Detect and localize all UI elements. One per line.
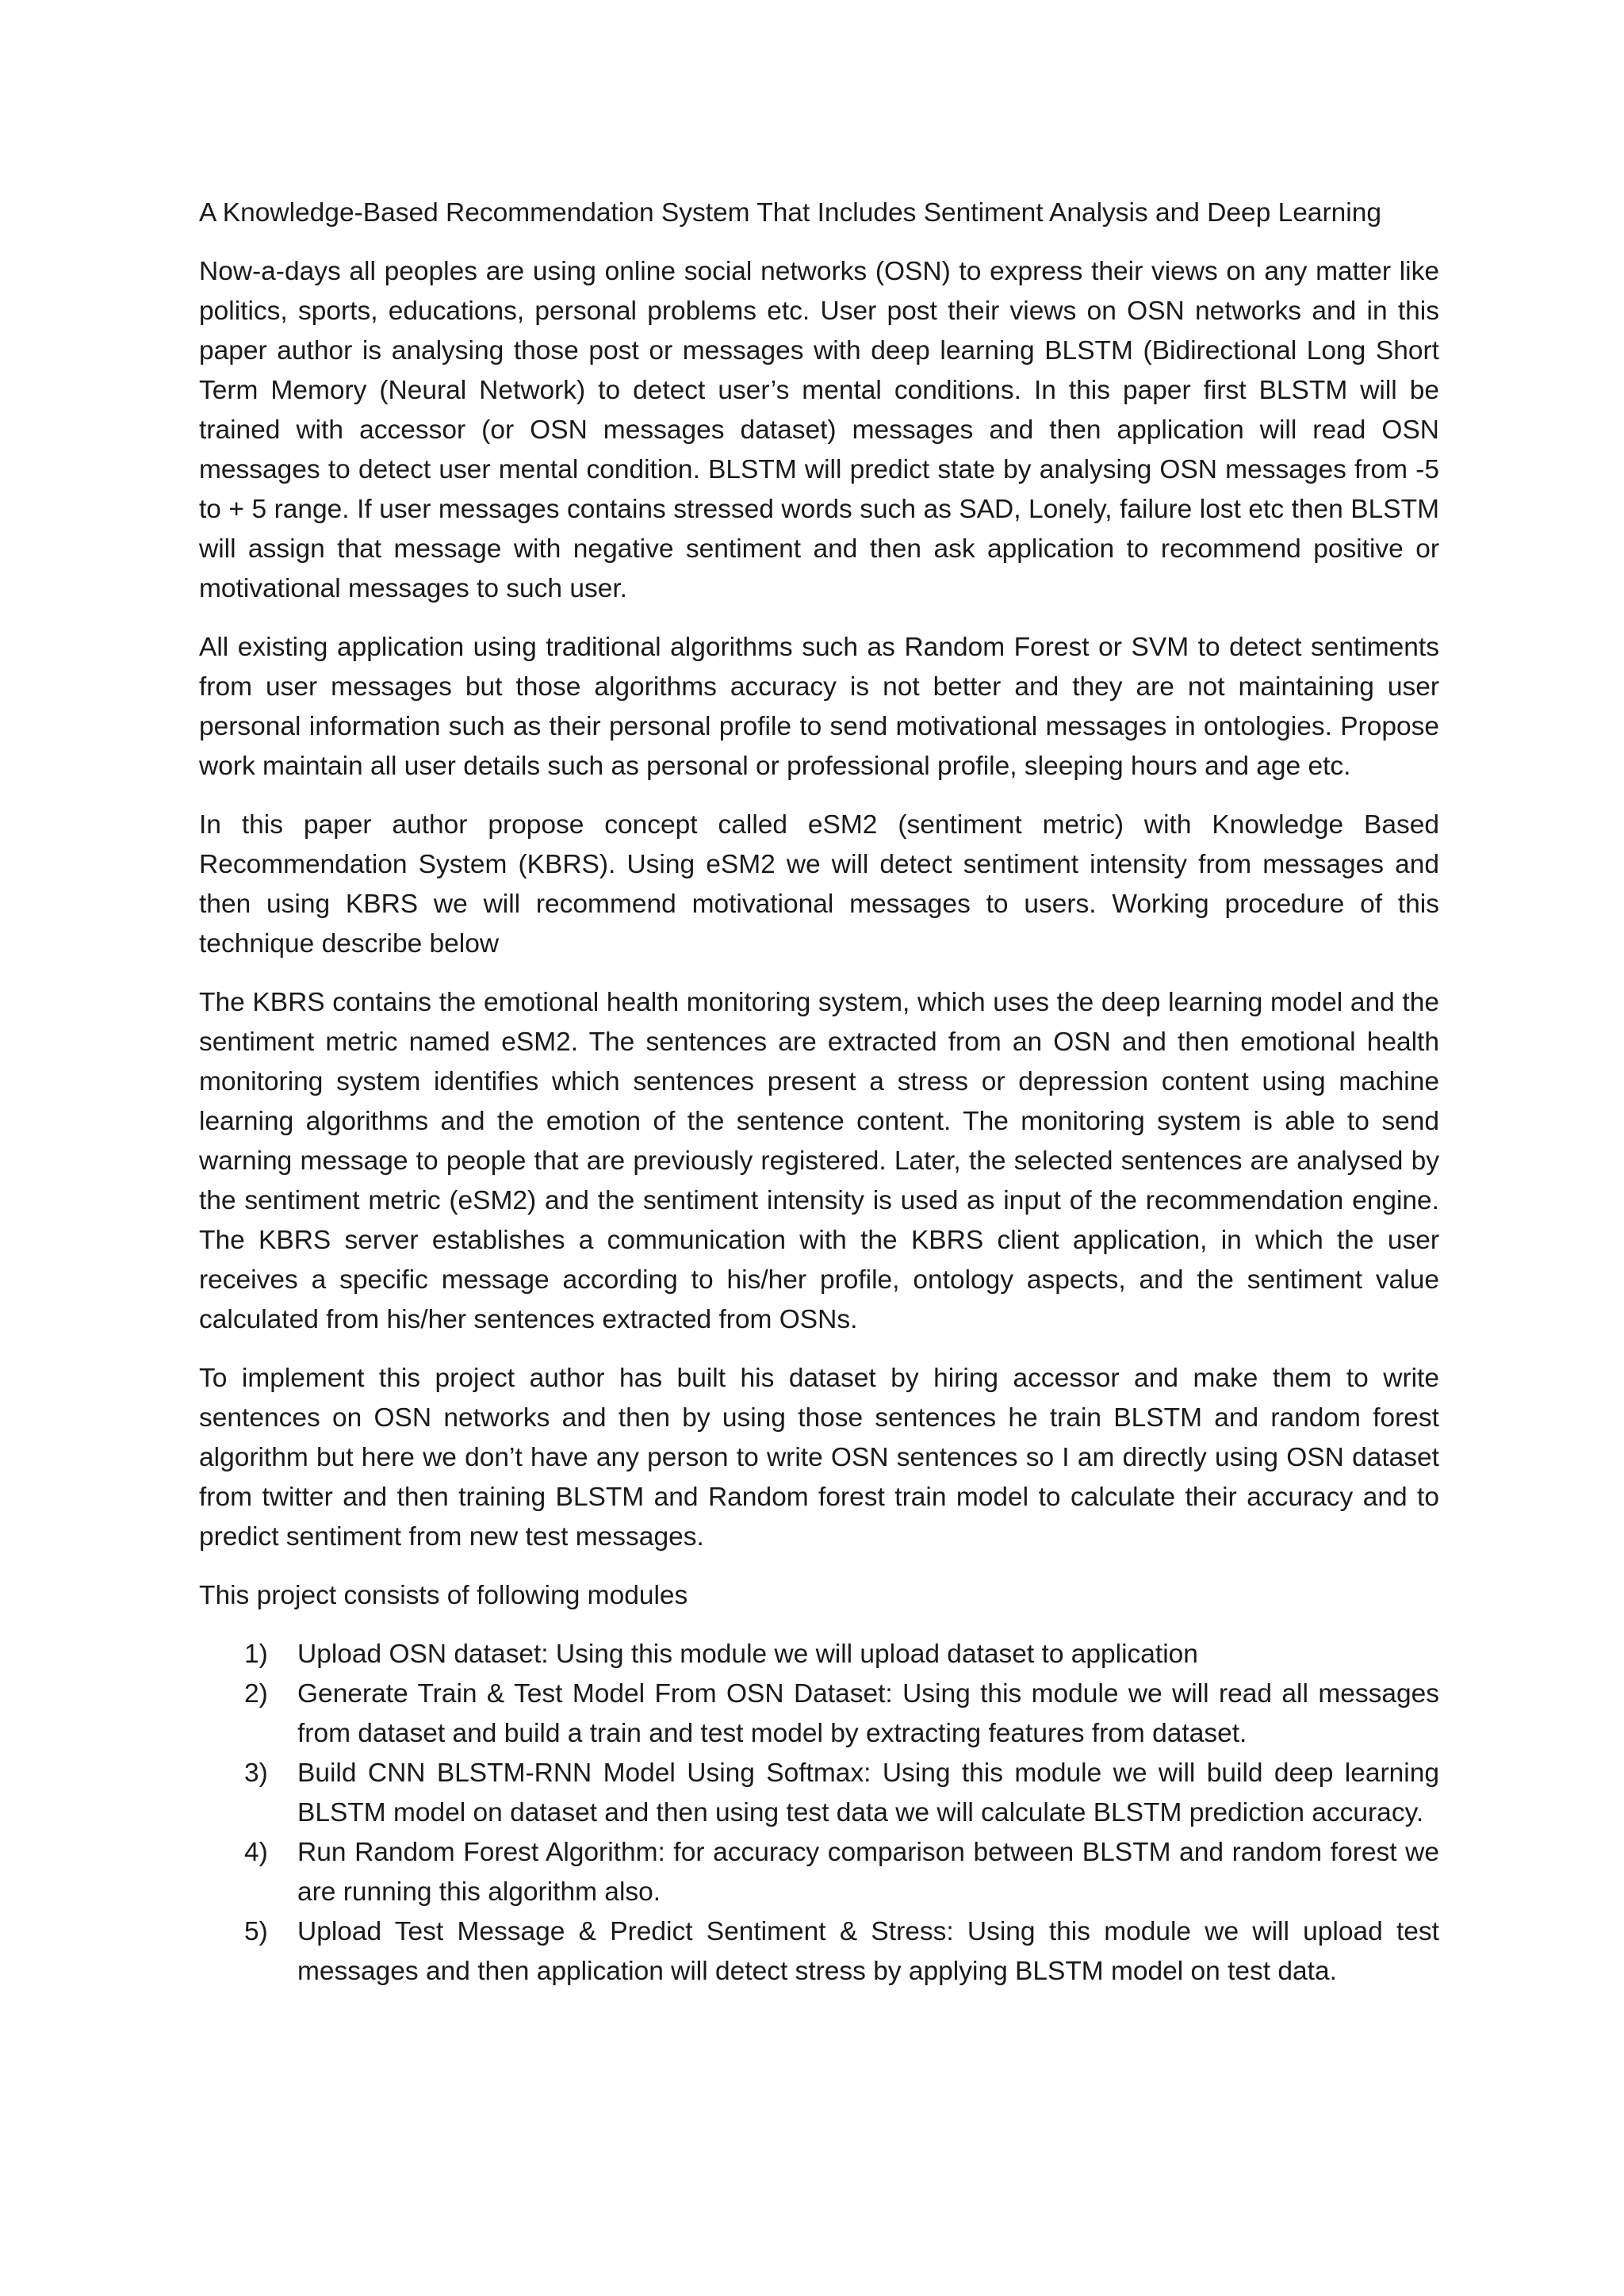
kbrs-description-paragraph: The KBRS contains the emotional health monitoring system, which uses the deep learning model and the sentiment metric named eSM2. The sentences are extracted from an OSN and then emotional health monitoring system identifies which sentences present a stress or depression content using machine learning algorithms and the emotion of the sentence content. The monitoring system is able to send warning message to people that are previously registered. Later, the selected sentences are analysed by the sentiment metric (eSM2) and the sentiment intensity is used as input of the recommendation engine. The KBRS server establishes a communication with the KBRS client application, in which the user receives a specific message according to his/her profile, ontology aspects, and the sentiment value calculated from his/her sentences extracted from OSNs. <box>199 988 1439 1334</box>
list-item-text: Run Random Forest Algorithm: for accuracy comparison between BLSTM and random forest we are running this algorithm also. <box>297 1838 1439 1907</box>
list-item-number: 2) <box>244 1679 268 1709</box>
list-item-text: Generate Train & Test Model From OSN Dataset: Using this module we will read all messages from dataset and build a train and test model by extracting features from dataset. <box>297 1679 1439 1748</box>
list-item <box>199 1635 1439 1674</box>
list-item <box>199 1754 1439 1833</box>
implementation-paragraph: To implement this project author has built his dataset by hiring accessor and make them to write sentences on OSN networks and then by using those sentences he train BLSTM and random forest algorithm but here we don’t have any person to write OSN sentences so I am directly using OSN dataset from twitter and then training BLSTM and Random forest train model to calculate their accuracy and to predict sentiment from new test messages. <box>199 1364 1439 1552</box>
list-item-number: 3) <box>244 1758 268 1788</box>
intro-paragraph: Now-a-days all peoples are using online social networks (OSN) to express their views on any matter like politics, sports, educations, personal problems etc. User post their views on OSN networks and in this paper author is analysing those post or messages with deep learning BLSTM (Bidirectional Long Short Term Memory (Neural Network) to detect user’s mental conditions. In this paper first BLSTM will be trained with accessor (or OSN messages dataset) messages and then application will read OSN messages to detect user mental condition. BLSTM will predict state by analysing OSN messages from -5 to + 5 range. If user messages contains stressed words such as SAD, Lonely, failure lost etc then BLSTM will assign that message with negative sentiment and then ask application to recommend positive or motivational messages to such user. <box>199 257 1439 603</box>
document-page <box>199 193 1439 1992</box>
list-item <box>199 1674 1439 1754</box>
list-item-number: 1) <box>244 1640 268 1669</box>
list-item-number: 4) <box>244 1838 268 1867</box>
list-item-text: Upload OSN dataset: Using this module we will upload dataset to application <box>297 1640 1198 1669</box>
list-item-number: 5) <box>244 1917 268 1946</box>
document-title: A Knowledge-Based Recommendation System That Includes Sentiment Analysis and Deep Learning <box>199 198 1382 228</box>
list-item-text: Build CNN BLSTM-RNN Model Using Softmax: Using this module we will build deep learning BLSTM model on dataset and then using test data we will calculate BLSTM prediction accuracy. <box>297 1758 1439 1827</box>
list-item <box>199 1912 1439 1992</box>
list-item <box>199 1833 1439 1912</box>
modules-list <box>199 1635 1439 1992</box>
list-item-text: Upload Test Message & Predict Sentiment & Stress: Using this module we will upload test messages and then application will detect stress by applying BLSTM model on test data. <box>297 1917 1439 1986</box>
proposed-concept-paragraph: In this paper author propose concept called eSM2 (sentiment metric) with Knowledge Based Recommendation System (KBRS). Using eSM2 we will detect sentiment intensity from messages and then using KBRS we will recommend motivational messages to users. Working procedure of this technique describe below <box>199 810 1439 959</box>
existing-work-paragraph: All existing application using traditional algorithms such as Random Forest or SVM to detect sentiments from user messages but those algorithms accuracy is not better and they are not maintaining user personal information such as their personal profile to send motivational messages in ontologies. Propose work maintain all user details such as personal or professional profile, sleeping hours and age etc. <box>199 633 1439 781</box>
modules-intro-paragraph: This project consists of following modules <box>199 1581 688 1610</box>
